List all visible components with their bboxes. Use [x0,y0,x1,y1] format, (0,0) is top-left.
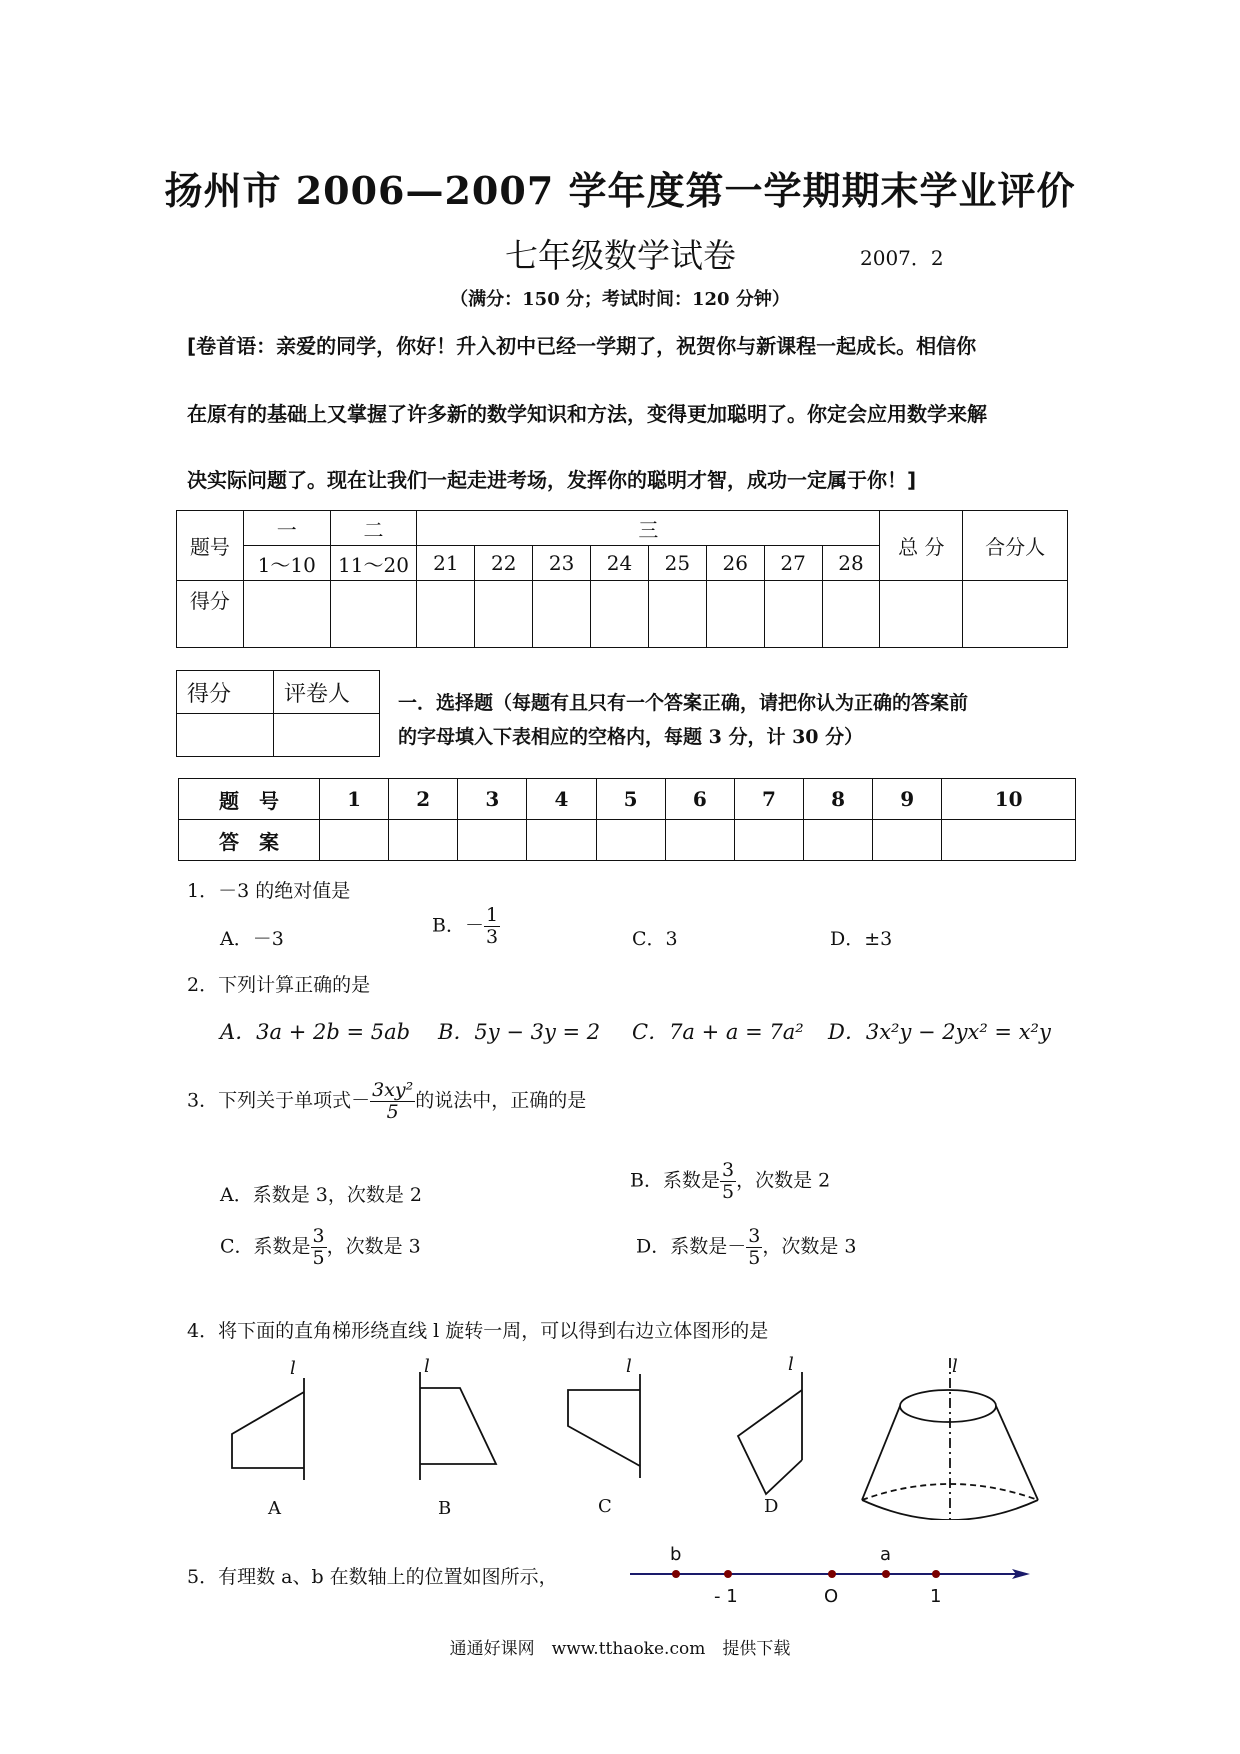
axis-l-label: l [626,1356,632,1377]
fraction-numerator: 3 [721,1159,735,1181]
score-cell[interactable] [475,581,533,648]
option-b-prefix: B．－ [432,914,484,937]
question-2-stem: 2．下列计算正确的是 [187,974,371,996]
answer-cell[interactable] [389,820,458,861]
score-cell[interactable] [880,581,963,648]
score-table-section-3: 三 [417,511,880,546]
score-table-item: 24 [591,546,649,581]
question-1-option-c: C．3 [632,928,678,950]
section-1-title-line-1: 一．选择题（每题有且只有一个答案正确，请把你认为正确的答案前 [398,692,969,714]
figure-label-a: A [268,1498,281,1519]
score-cell[interactable] [963,581,1068,648]
score-table-checker: 合分人 [963,511,1068,581]
score-table-item: 26 [706,546,764,581]
grader-table [176,670,380,757]
point-b [672,1570,680,1578]
answer-table [178,778,1076,861]
question-5-stem: 5．有理数 a、b 在数轴上的位置如图所示， [187,1566,558,1588]
fraction-numerator: 3 [312,1225,325,1247]
score-cell[interactable] [706,581,764,648]
answer-cell[interactable] [665,820,734,861]
answer-table-number: 9 [873,779,942,820]
fraction-denominator: 5 [721,1180,735,1203]
score-table-range-2: 11～20 [330,546,417,581]
score-cell[interactable] [648,581,706,648]
question-4-stem: 4．将下面的直角梯形绕直线 l 旋转一周，可以得到右边立体图形的是 [187,1320,769,1342]
grader-score-cell[interactable] [177,714,274,757]
answer-table-number: 10 [942,779,1076,820]
label-origin: O [824,1586,839,1607]
fraction [484,905,500,948]
axis-l-label: l [788,1354,794,1375]
question-1-option-b [432,905,500,948]
footer: 通通好课网 www.tthaoke.com 提供下载 [449,1639,791,1659]
axis-l-label: l [952,1356,958,1377]
axis-l-label: l [290,1358,296,1379]
question-3-stem-prefix: 3．下列关于单项式－ [187,1089,371,1112]
grader-name-label: 评卷人 [274,671,380,714]
question-3-option-a: A．系数是 3，次数是 2 [220,1184,422,1206]
fraction-denominator: 5 [748,1246,761,1269]
option-prefix: D．系数是－ [636,1235,747,1258]
figure-label-b: B [438,1498,452,1519]
score-cell[interactable] [822,581,880,648]
answer-cell[interactable] [320,820,389,861]
answer-cell[interactable] [803,820,872,861]
exam-date: 2007．2 [860,246,944,270]
section-1-title [398,686,1078,754]
answer-table-number: 1 [320,779,389,820]
point-one [932,1570,940,1578]
question-1-stem: 1．－3 的绝对值是 [187,880,351,902]
label-b: b [670,1544,682,1565]
intro-line-2: 在原有的基础上又掌握了许多新的数学知识和方法，变得更加聪明了。你定会应用数学来解 [187,402,987,426]
intro-line-3: 决实际问题了。现在让我们一起走进考场，发挥你的聪明才智，成功一定属于你！] [187,468,917,492]
question-2-option-c: C．7a + a = 7a² [632,1020,804,1044]
score-cell[interactable] [330,581,417,648]
figure-label-c: C [598,1496,612,1517]
monomial-fraction [370,1080,415,1123]
option-prefix: C．系数是 [220,1235,311,1258]
fraction [720,1160,736,1203]
answer-table-number: 2 [389,779,458,820]
score-table [176,510,1068,648]
score-cell[interactable] [591,581,649,648]
label-neg1: - 1 [714,1586,738,1607]
score-table-item: 21 [417,546,475,581]
answer-table-number: 7 [734,779,803,820]
answer-cell[interactable] [942,820,1076,861]
fraction-numerator: 3 [748,1225,761,1247]
section-1-title-line-2: 的字母填入下表相应的空格内，每题 3 分，计 30 分） [398,726,864,748]
answer-cell[interactable] [596,820,665,861]
option-suffix: ，次数是 2 [736,1169,831,1192]
question-2-option-b: B．5y − 3y = 2 [438,1020,601,1044]
score-table-header-label: 题号 [177,511,244,581]
answer-cell[interactable] [734,820,803,861]
figure-label-d: D [764,1496,779,1517]
exam-subtitle: 七年级数学试卷 [505,236,736,275]
score-table-item: 22 [475,546,533,581]
grader-score-label: 得分 [177,671,274,714]
point-neg1 [724,1570,732,1578]
axis-l-label: l [424,1356,430,1377]
answer-cell[interactable] [873,820,942,861]
intro-line-1: [卷首语：亲爱的同学，你好！升入初中已经一学期了，祝贺你与新课程一起成长。相信你 [187,334,977,358]
fraction-numerator: 3xy² [372,1079,414,1101]
score-table-total: 总 分 [880,511,963,581]
score-cell[interactable] [417,581,475,648]
question-1-option-a: A．－3 [220,928,284,950]
point-origin [828,1570,836,1578]
answer-table-number: 6 [665,779,734,820]
question-3-option-d [636,1226,856,1269]
score-table-range-1: 1～10 [243,546,330,581]
fraction [311,1226,327,1269]
score-table-section-1: 一 [243,511,330,546]
question-3-stem-suffix: 的说法中，正确的是 [415,1089,587,1112]
score-table-item: 23 [533,546,591,581]
question-3-option-b [630,1160,830,1203]
number-line [620,1538,1040,1608]
answer-cell[interactable] [527,820,596,861]
label-a: a [880,1544,892,1565]
score-table-item: 28 [822,546,880,581]
fraction-denominator: 5 [312,1246,325,1269]
question-4-figures [200,1350,1060,1520]
grader-name-cell[interactable] [274,714,380,757]
answer-cell[interactable] [458,820,527,861]
option-suffix: ，次数是 3 [326,1235,421,1258]
score-table-score-label: 得分 [177,581,244,648]
answer-table-number: 4 [527,779,596,820]
exam-title: 扬州市 2006—2007 学年度第一学期期末学业评价 [164,168,1076,213]
score-table-section-2: 二 [330,511,417,546]
label-one: 1 [930,1586,942,1607]
score-cell[interactable] [533,581,591,648]
fraction-denominator: 5 [386,1100,399,1123]
fraction-numerator: 1 [485,904,499,926]
exam-meta: （满分：150 分；考试时间：120 分钟） [450,289,790,310]
fraction-denominator: 3 [485,925,499,948]
question-2-option-d: D．3x²y − 2yx² = x²y [828,1020,1051,1044]
fraction [746,1226,762,1269]
option-prefix: B．系数是 [630,1169,720,1192]
score-table-item: 27 [764,546,822,581]
question-3-stem [187,1080,586,1123]
score-cell[interactable] [243,581,330,648]
answer-table-number: 8 [803,779,872,820]
option-suffix: ，次数是 3 [762,1235,857,1258]
question-1-option-d: D．±3 [830,928,893,950]
answer-table-number: 5 [596,779,665,820]
point-a [882,1570,890,1578]
question-2-option-a: A．3a + 2b = 5ab [220,1020,411,1044]
score-table-item: 25 [648,546,706,581]
score-cell[interactable] [764,581,822,648]
answer-table-a-label: 答 案 [179,820,320,861]
answer-table-q-label: 题 号 [179,779,320,820]
answer-table-number: 3 [458,779,527,820]
question-3-option-c [220,1226,421,1269]
